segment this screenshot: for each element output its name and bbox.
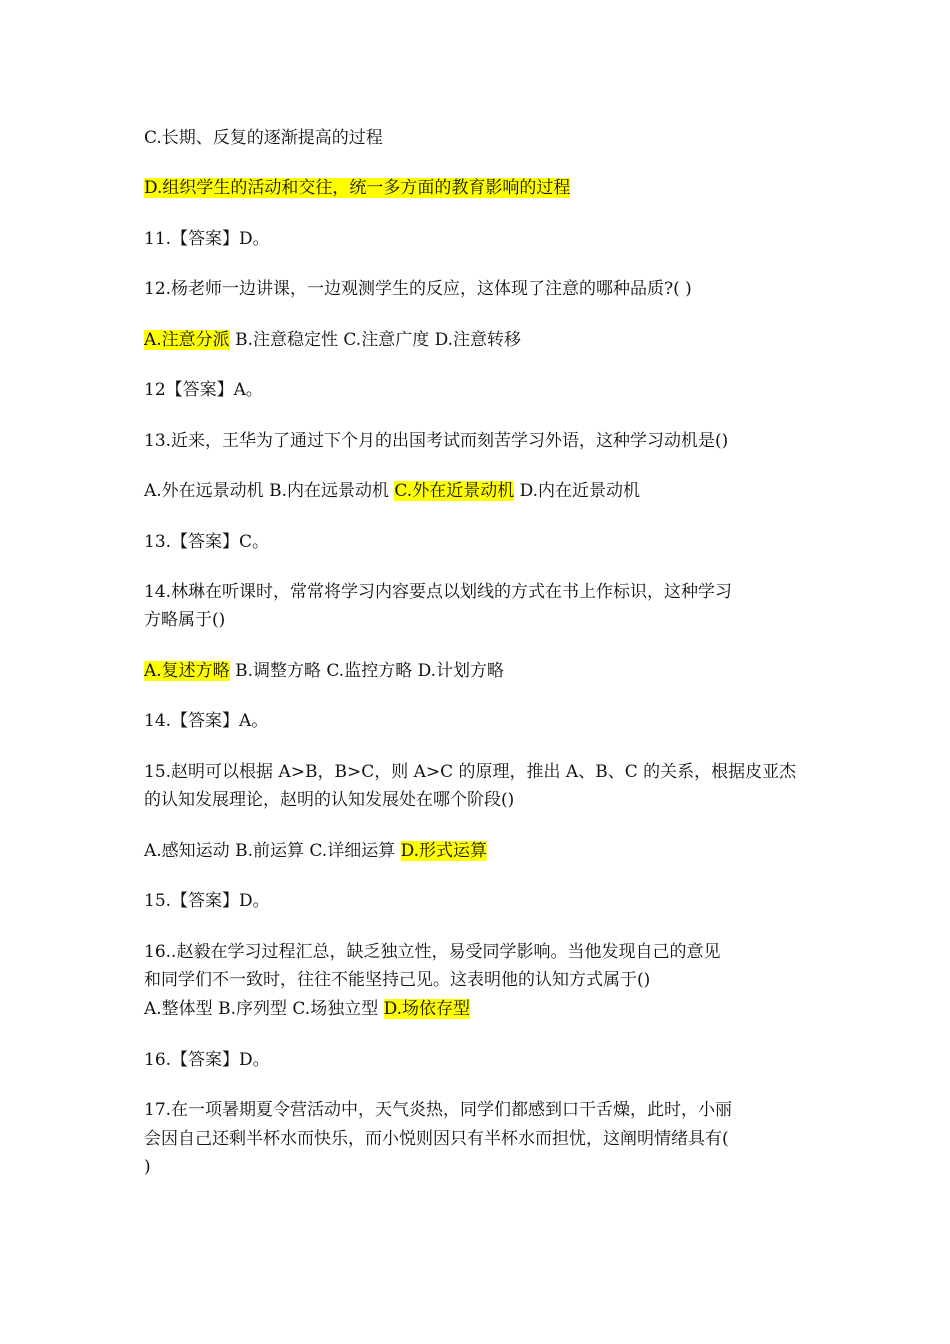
options-line xyxy=(144,840,814,862)
answer-line xyxy=(144,1049,814,1071)
question-line xyxy=(144,430,814,452)
text-run: A.整体型 B.序列型 C.场独立型 xyxy=(144,999,384,1019)
answer-line xyxy=(144,379,814,401)
text-run: 14.林琳在听课时，常常将学习内容要点以划线的方式在书上作标识，这种学习 xyxy=(144,582,733,602)
text-run: B.注意稳定性 C.注意广度 D.注意转移 xyxy=(229,330,522,350)
question-line xyxy=(144,761,814,783)
text-run: 17.在一项暑期夏令营活动中，天气炎热，同学们都感到口干舌燥，此时，小丽 xyxy=(144,1100,733,1120)
text-run: 15.赵明可以根据 A>B，B>C，则 A>C 的原理，推出 A、B、C 的关系，根据皮亚杰 xyxy=(144,762,797,782)
question-line xyxy=(144,789,814,811)
answer-line xyxy=(144,531,814,553)
question-line xyxy=(144,941,814,963)
highlighted-answer: D.形式运算 xyxy=(400,841,488,861)
highlighted-answer: A.复述方略 xyxy=(144,661,230,681)
text-run: 会因自己还剩半杯水而快乐，而小悦则因只有半杯水而担忧，这阐明情绪具有( xyxy=(144,1129,729,1149)
option-line xyxy=(144,127,814,149)
text-run: A.外在远景动机 B.内在远景动机 xyxy=(144,481,395,501)
highlighted-answer: D.组织学生的活动和交往，统一多方面的教育影响的过程 xyxy=(144,178,571,198)
question-line xyxy=(144,278,814,300)
answer-line xyxy=(144,710,814,732)
text-run: 和同学们不一致时，往往不能坚持己见。这表明他的认知方式属于() xyxy=(144,970,651,990)
text-run: C.长期、反复的逐渐提高的过程 xyxy=(144,128,383,148)
options-line xyxy=(144,480,814,502)
text-run: 的认知发展理论，赵明的认知发展处在哪个阶段() xyxy=(144,790,515,810)
answer-line xyxy=(144,890,814,912)
text-run: 12.杨老师一边讲课，一边观测学生的反应，这体现了注意的哪种品质?( ) xyxy=(144,279,692,299)
question-line xyxy=(144,1128,814,1150)
text-run: 13.近来，王华为了通过下个月的出国考试而刻苦学习外语，这种学习动机是() xyxy=(144,431,729,451)
question-line xyxy=(144,1156,814,1178)
answer-option-highlighted xyxy=(144,177,814,199)
text-run: 12【答案】A。 xyxy=(144,380,263,400)
options-line xyxy=(144,329,814,351)
options-line xyxy=(144,660,814,682)
text-run: A.感知运动 B.前运算 C.详细运算 xyxy=(144,841,401,861)
question-line xyxy=(144,609,814,631)
text-run: B.调整方略 C.监控方略 D.计划方略 xyxy=(229,661,505,681)
question-line xyxy=(144,581,814,603)
answer-line xyxy=(144,228,814,250)
text-run: 14.【答案】A。 xyxy=(144,711,269,731)
highlighted-answer: A.注意分派 xyxy=(144,330,230,350)
text-run: 11.【答案】D。 xyxy=(144,229,270,249)
question-line xyxy=(144,1099,814,1121)
text-run: 方略属于() xyxy=(144,610,226,630)
text-run: D.内在近景动机 xyxy=(514,481,641,501)
text-run: 15.【答案】D。 xyxy=(144,891,270,911)
highlighted-answer: C.外在近景动机 xyxy=(394,481,515,501)
text-run: 16..赵毅在学习过程汇总，缺乏独立性，易受同学影响。当他发现自己的意见 xyxy=(144,942,721,962)
text-run: 13.【答案】C。 xyxy=(144,532,270,552)
text-run: 16.【答案】D。 xyxy=(144,1050,270,1070)
highlighted-answer: D.场依存型 xyxy=(383,999,471,1019)
options-line xyxy=(144,998,814,1020)
question-line xyxy=(144,969,814,991)
text-run: ) xyxy=(144,1157,151,1177)
